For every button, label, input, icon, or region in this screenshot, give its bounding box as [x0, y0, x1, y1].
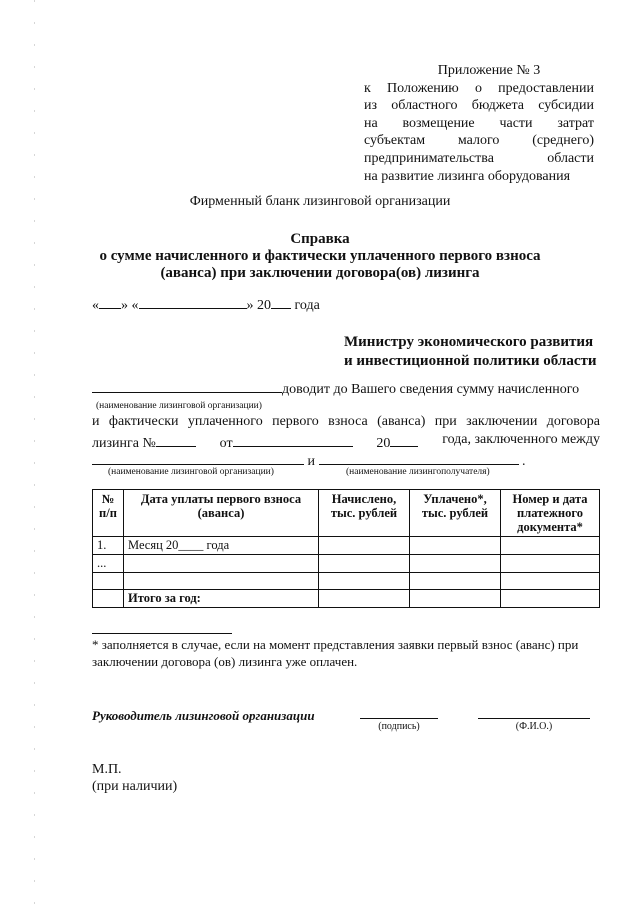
cell-payment-doc[interactable]	[501, 573, 600, 590]
document-title: Справка	[290, 231, 350, 247]
table-row	[93, 555, 600, 573]
lessor-name-field[interactable]	[92, 450, 304, 465]
stamp-note: (при наличии)	[92, 779, 178, 794]
appendix-title: Приложение № 3	[437, 63, 541, 78]
cell-number	[93, 590, 124, 608]
appendix-line: на возмещение части затрат	[364, 115, 594, 131]
appendix-line: из областного бюджета субсидии	[364, 98, 594, 114]
stamp-label: М.П.	[92, 762, 122, 777]
letterhead-label: Фирменный бланк лизинговой организации	[189, 194, 451, 209]
stamp-block	[92, 761, 177, 795]
addressee-line: Министру экономического развития	[344, 334, 594, 350]
signature-line[interactable]	[360, 718, 438, 719]
total-paid[interactable]	[410, 590, 501, 608]
date-quote: «	[92, 298, 99, 313]
header-paid: Уплачено*, тыс. рублей	[410, 490, 501, 537]
table-row	[93, 573, 600, 590]
contract-date-field[interactable]	[233, 432, 353, 447]
cell-paid[interactable]	[410, 555, 501, 573]
cell-paid[interactable]	[410, 573, 501, 590]
lessee-name-field[interactable]	[319, 450, 519, 465]
cell-number: ...	[93, 555, 124, 573]
body-text: 20	[376, 436, 391, 451]
appendix-line: к Положению о предоставлении	[364, 80, 594, 96]
footnote-divider	[92, 633, 232, 634]
contract-year-field[interactable]	[390, 432, 418, 447]
total-label: Итого за год:	[124, 590, 319, 608]
cell-date[interactable]	[124, 555, 319, 573]
body-line-2: и фактически уплаченного первого взноса (аванса) при заключении договора	[92, 414, 600, 429]
appendix-line: субъектам малого (среднего)	[364, 133, 594, 149]
addressee-block	[344, 333, 597, 371]
date-suffix: года	[291, 298, 320, 313]
appendix-line: предпринимательства области	[364, 150, 594, 166]
body-line-3	[92, 432, 600, 452]
header-payment-date: Дата уплаты первого взноса (аванса)	[124, 490, 319, 537]
total-payment-doc[interactable]	[501, 590, 600, 608]
date-line	[92, 294, 320, 314]
contract-number-field[interactable]	[156, 432, 196, 447]
cell-accrued[interactable]	[319, 537, 410, 555]
name-caption: (Ф.И.О.)	[515, 721, 553, 732]
org-name-field[interactable]	[92, 378, 282, 393]
body-text: доводит до Вашего сведения сумму начисленного	[282, 382, 580, 397]
body-text: .	[522, 454, 526, 469]
body-text: и	[307, 454, 315, 469]
caption-org: (наименование лизинговой организации)	[96, 401, 262, 411]
appendix-line: на развитие лизинга оборудования	[364, 168, 571, 184]
appendix-block	[364, 62, 594, 185]
header-number: № п/п	[93, 490, 124, 537]
caption-recipient: (наименование лизингополучателя)	[346, 467, 490, 477]
date-day-field[interactable]	[99, 294, 121, 309]
addressee-line: и инвестиционной политики области	[344, 353, 597, 369]
footnote: * заполняется в случае, если на момент представления заявки первый взнос (аванс) при заключении договора (ов) лизинга уже оплачен.	[92, 637, 579, 669]
header-payment-doc: Номер и дата платежного документа*	[501, 490, 600, 537]
cell-accrued[interactable]	[319, 555, 410, 573]
cell-payment-doc[interactable]	[501, 537, 600, 555]
body-line-1	[92, 378, 600, 398]
document-subtitle-line: о сумме начисленного и фактически уплаченного первого взноса	[99, 248, 541, 264]
cell-payment-doc[interactable]	[501, 555, 600, 573]
cell-number	[93, 573, 124, 590]
signature-label: Руководитель лизинговой организации	[92, 708, 315, 723]
date-month-field[interactable]	[139, 294, 247, 309]
date-quote: » «	[121, 298, 139, 313]
payments-table	[92, 489, 600, 608]
name-line[interactable]	[478, 718, 590, 719]
cell-date[interactable]	[124, 573, 319, 590]
scan-margin-dots	[34, 0, 35, 905]
signature-caption: (подпись)	[378, 721, 420, 732]
cell-paid[interactable]	[410, 537, 501, 555]
total-accrued[interactable]	[319, 590, 410, 608]
date-year-field[interactable]	[271, 294, 291, 309]
table-row	[93, 537, 600, 555]
table-total-row	[93, 590, 600, 608]
date-year-prefix: » 20	[246, 298, 271, 313]
document-heading	[0, 231, 640, 282]
cell-number: 1.	[93, 537, 124, 555]
cell-accrued[interactable]	[319, 573, 410, 590]
document-subtitle-line: (аванса) при заключении договора(ов) лизинга	[160, 265, 480, 281]
body-text: года, заключенного между	[442, 432, 600, 447]
body-text: лизинга №	[92, 436, 156, 451]
header-accrued: Начислено, тыс. рублей	[319, 490, 410, 537]
caption-org-2: (наименование лизинговой организации)	[108, 467, 274, 477]
body-text: от	[219, 436, 233, 451]
cell-date[interactable]: Месяц 20____ года	[124, 537, 319, 555]
table-header-row	[93, 490, 600, 537]
